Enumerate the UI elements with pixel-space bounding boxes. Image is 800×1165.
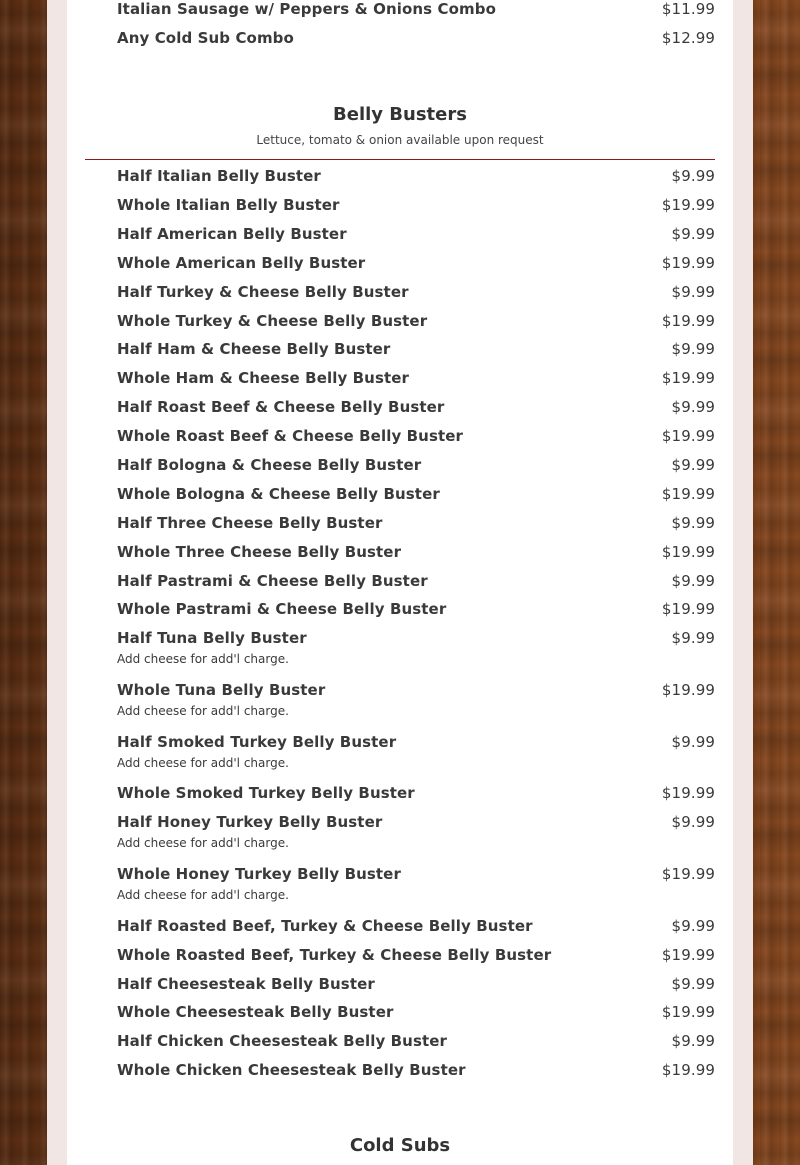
item-price: $9.99 xyxy=(671,514,715,532)
menu-item[interactable] xyxy=(117,340,715,358)
menu-item[interactable] xyxy=(117,254,715,272)
menu-item[interactable] xyxy=(117,283,715,301)
item-name: Whole Pastrami & Cheese Belly Buster xyxy=(117,600,447,618)
menu-item[interactable] xyxy=(117,312,715,330)
menu-item[interactable] xyxy=(117,629,715,647)
menu-item[interactable] xyxy=(117,1061,715,1079)
item-name: Italian Sausage w/ Peppers & Onions Combo xyxy=(117,0,496,18)
item-name: Whole Cheesesteak Belly Buster xyxy=(117,1003,394,1021)
item-price: $9.99 xyxy=(671,167,715,185)
menu-item[interactable] xyxy=(117,600,715,618)
menu-item[interactable] xyxy=(117,733,715,751)
menu-item[interactable] xyxy=(117,946,715,964)
section-title-belly-busters: Belly Busters xyxy=(333,104,467,125)
menu-item[interactable] xyxy=(117,784,715,802)
menu-item[interactable] xyxy=(117,369,715,387)
menu-item[interactable] xyxy=(117,29,715,47)
item-name: Whole Bologna & Cheese Belly Buster xyxy=(117,485,440,503)
item-name: Whole Turkey & Cheese Belly Buster xyxy=(117,312,428,330)
item-name: Whole Honey Turkey Belly Buster xyxy=(117,865,401,883)
item-price: $19.99 xyxy=(661,600,715,618)
item-price: $19.99 xyxy=(661,369,715,387)
menu-item[interactable] xyxy=(117,427,715,445)
menu-item[interactable] xyxy=(117,917,715,935)
item-name: Half Three Cheese Belly Buster xyxy=(117,514,383,532)
menu-item[interactable] xyxy=(117,681,715,699)
menu-item[interactable] xyxy=(117,514,715,532)
menu-item[interactable] xyxy=(117,813,715,831)
item-name: Whole Italian Belly Buster xyxy=(117,196,340,214)
menu-item[interactable] xyxy=(117,456,715,474)
item-name: Half American Belly Buster xyxy=(117,225,347,243)
menu-item[interactable] xyxy=(117,225,715,243)
item-name: Half Pastrami & Cheese Belly Buster xyxy=(117,572,428,590)
item-price: $9.99 xyxy=(671,456,715,474)
item-name: Half Chicken Cheesesteak Belly Buster xyxy=(117,1032,448,1050)
menu-item[interactable] xyxy=(117,485,715,503)
item-name: Whole Roast Beef & Cheese Belly Buster xyxy=(117,427,464,445)
item-price: $19.99 xyxy=(661,254,715,272)
item-name: Half Tuna Belly Buster xyxy=(117,629,307,647)
item-name: Half Roasted Beef, Turkey & Cheese Belly Buster xyxy=(117,917,533,935)
section-divider xyxy=(85,159,715,160)
item-note: Add cheese for add'l charge. xyxy=(117,836,289,850)
item-name: Half Bologna & Cheese Belly Buster xyxy=(117,456,422,474)
item-note: Add cheese for add'l charge. xyxy=(117,888,289,902)
item-name: Whole Roasted Beef, Turkey & Cheese Belly Buster xyxy=(117,946,552,964)
menu-item[interactable] xyxy=(117,1032,715,1050)
item-price: $9.99 xyxy=(671,572,715,590)
item-name: Whole Chicken Cheesesteak Belly Buster xyxy=(117,1061,466,1079)
item-price: $19.99 xyxy=(661,1003,715,1021)
item-name: Half Smoked Turkey Belly Buster xyxy=(117,733,397,751)
menu-item[interactable] xyxy=(117,1003,715,1021)
item-name: Whole Smoked Turkey Belly Buster xyxy=(117,784,415,802)
item-note: Add cheese for add'l charge. xyxy=(117,704,289,718)
item-note: Add cheese for add'l charge. xyxy=(117,756,289,770)
item-price: $12.99 xyxy=(661,29,715,47)
item-name: Whole American Belly Buster xyxy=(117,254,366,272)
item-price: $9.99 xyxy=(671,629,715,647)
menu-item[interactable] xyxy=(117,572,715,590)
section-subtitle: Lettuce, tomato & onion available upon request xyxy=(256,133,544,147)
menu-item[interactable] xyxy=(117,975,715,993)
item-price: $9.99 xyxy=(671,340,715,358)
menu-item[interactable] xyxy=(117,865,715,883)
item-price: $19.99 xyxy=(661,1061,715,1079)
item-price: $19.99 xyxy=(661,543,715,561)
item-price: $9.99 xyxy=(671,917,715,935)
menu-item[interactable] xyxy=(117,543,715,561)
item-name: Whole Ham & Cheese Belly Buster xyxy=(117,369,410,387)
item-price: $19.99 xyxy=(661,865,715,883)
item-price: $19.99 xyxy=(661,427,715,445)
item-price: $9.99 xyxy=(671,225,715,243)
item-price: $19.99 xyxy=(661,681,715,699)
item-name: Half Cheesesteak Belly Buster xyxy=(117,975,375,993)
item-price: $19.99 xyxy=(661,196,715,214)
item-name: Half Honey Turkey Belly Buster xyxy=(117,813,383,831)
menu-item[interactable] xyxy=(117,398,715,416)
item-note: Add cheese for add'l charge. xyxy=(117,652,289,666)
item-name: Whole Tuna Belly Buster xyxy=(117,681,326,699)
item-price: $19.99 xyxy=(661,312,715,330)
item-name: Half Italian Belly Buster xyxy=(117,167,321,185)
section-title-cold-subs: Cold Subs xyxy=(349,1135,451,1156)
item-price: $9.99 xyxy=(671,398,715,416)
item-price: $19.99 xyxy=(661,946,715,964)
item-name: Half Ham & Cheese Belly Buster xyxy=(117,340,391,358)
menu-item[interactable] xyxy=(117,196,715,214)
menu-item[interactable] xyxy=(117,0,715,18)
item-name: Whole Three Cheese Belly Buster xyxy=(117,543,402,561)
item-price: $19.99 xyxy=(661,784,715,802)
item-price: $9.99 xyxy=(671,283,715,301)
item-price: $9.99 xyxy=(671,1032,715,1050)
menu-item[interactable] xyxy=(117,167,715,185)
item-price: $19.99 xyxy=(661,485,715,503)
item-name: Half Roast Beef & Cheese Belly Buster xyxy=(117,398,445,416)
item-price: $9.99 xyxy=(671,733,715,751)
item-price: $11.99 xyxy=(661,0,715,18)
item-price: $9.99 xyxy=(671,975,715,993)
item-price: $9.99 xyxy=(671,813,715,831)
item-name: Any Cold Sub Combo xyxy=(117,29,294,47)
item-name: Half Turkey & Cheese Belly Buster xyxy=(117,283,409,301)
